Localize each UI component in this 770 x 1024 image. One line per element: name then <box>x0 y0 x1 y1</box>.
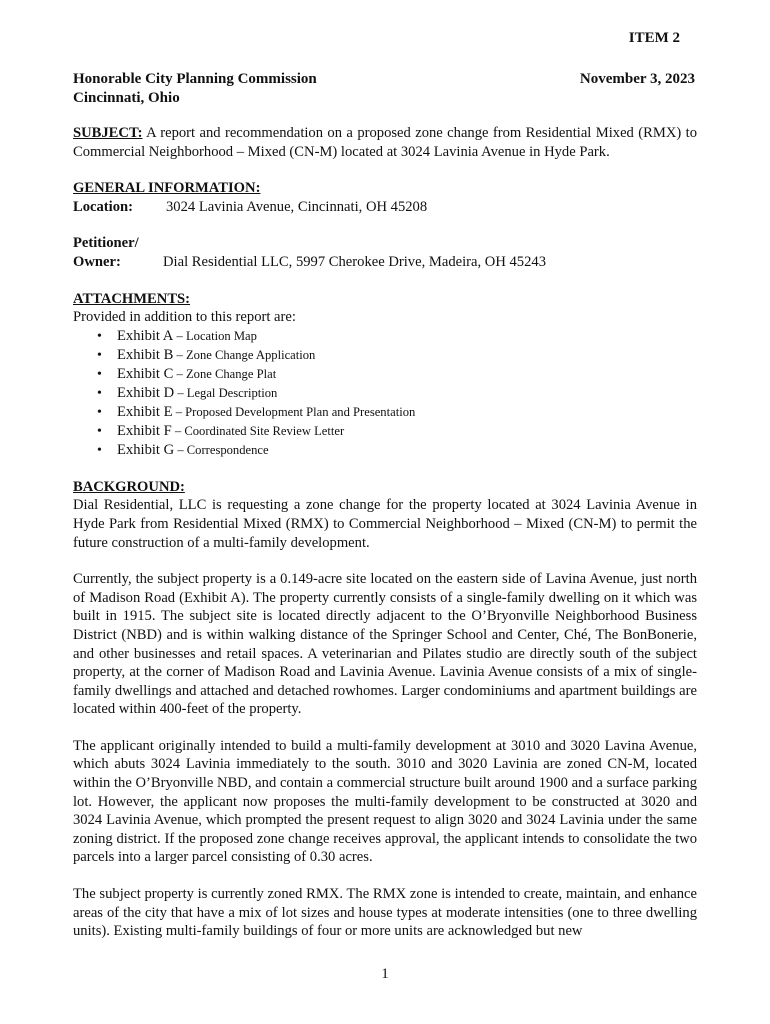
list-item: • Exhibit B – Zone Change Application <box>117 346 697 365</box>
addressee-line-1: Honorable City Planning Commission <box>73 71 317 87</box>
list-item: • Exhibit F – Coordinated Site Review Letter <box>117 422 697 441</box>
attachments-intro: Provided in addition to this report are: <box>73 309 296 326</box>
subject-label: SUBJECT: <box>73 125 143 141</box>
attachments-label: ATTACHMENTS: <box>73 290 191 307</box>
subject-section <box>73 124 697 161</box>
background-section <box>73 478 697 552</box>
document-body <box>73 124 697 959</box>
item-number: ITEM 2 <box>628 30 680 46</box>
addressee-line-2: Cincinnati, Ohio <box>73 90 180 106</box>
petitioner-owner-section <box>73 234 697 271</box>
letter-header <box>73 70 695 108</box>
background-paragraph-4-block <box>73 885 697 941</box>
list-item: • Exhibit D – Legal Description <box>117 384 697 403</box>
general-information-label: GENERAL INFORMATION: <box>73 180 261 197</box>
background-label: BACKGROUND: <box>73 478 185 495</box>
list-item: • Exhibit G – Correspondence <box>117 441 697 460</box>
background-paragraph-4: The subject property is currently zoned RMX. The RMX zone is intended to create, maintain, and enhance areas of the city that have a mix of lot sizes and house types at moderate intensities (one to three dwelling units). Existing multi-family buildings of four or more units are acknowledged but new <box>73 886 697 940</box>
list-item: • Exhibit C – Zone Change Plat <box>117 365 697 384</box>
list-item: • Exhibit E – Proposed Development Plan and Presentation <box>117 403 697 422</box>
attachments-section <box>73 290 697 460</box>
owner-value: Dial Residential LLC, 5997 Cherokee Drive, Madeira, OH 45243 <box>163 253 546 270</box>
letter-date: November 3, 2023 <box>579 71 695 87</box>
location-row <box>73 198 697 217</box>
general-information-section <box>73 179 697 216</box>
location-value: 3024 Lavinia Avenue, Cincinnati, OH 45208 <box>166 198 428 215</box>
owner-row <box>73 253 697 272</box>
background-paragraph-2: Currently, the subject property is a 0.149-acre site located on the eastern side of Lavina Avenue, just north of Madison Road (Exhibit A). The property currently consists of a single-family dwelling on it which was built in 1915. The subject site is located directly adjacent to the O’Bryonville Neighborhood Business District (NBD) and is within walking distance of the Springer School and Center, Ché, The BonBonerie, and other businesses and retail spaces. A veterinarian and Pilates studio are directly south of the subject property, at the corner of Madison Road and Lavinia Avenue. Lavinia Avenue consists of a mix of single-family dwellings and attached and detached rowhomes. Larger condominiums and apartment buildings are located within 400-feet of the property. <box>73 571 697 718</box>
background-paragraph-2-block <box>73 570 697 719</box>
page-number: 1 <box>381 966 389 982</box>
background-paragraph-1: Dial Residential, LLC is requesting a zone change for the property located at 3024 Lavinia Avenue in Hyde Park from Residential Mixed (RMX) to Commercial Neighborhood – Mixed (CN-M) to permit the future construction of a multi-family development. <box>73 497 697 551</box>
owner-label: Owner: <box>73 253 121 270</box>
list-item: • Exhibit A – Location Map <box>117 327 697 346</box>
attachments-list <box>73 327 697 460</box>
petitioner-label: Petitioner/ <box>73 235 139 252</box>
background-paragraph-3: The applicant originally intended to build a multi-family development at 3010 and 3020 Lavina Avenue, which abuts 3024 Lavinia immediately to the south. 3010 and 3020 Lavinia are zoned CN-M, located within the O’Bryonville NBD, and contain a commercial structure built around 1900 and a surface parking lot. However, the applicant now proposes the multi-family development to be constructed at 3020 and 3024 Lavinia Avenue, which prompted the present request to align 3020 and 3024 Lavinia under the same zoning district. If the proposed zone change receives approval, the applicant intends to consolidate the two parcels into a larger parcel consisting of 0.30 acres. <box>73 737 697 866</box>
background-paragraph-3-block <box>73 737 697 867</box>
location-label: Location: <box>73 198 133 215</box>
subject-text: A report and recommendation on a proposed zone change from Residential Mixed (RMX) to Commercial Neighborhood – Mixed (CN-M) located at 3024 Lavinia Avenue in Hyde Park. <box>73 125 697 160</box>
